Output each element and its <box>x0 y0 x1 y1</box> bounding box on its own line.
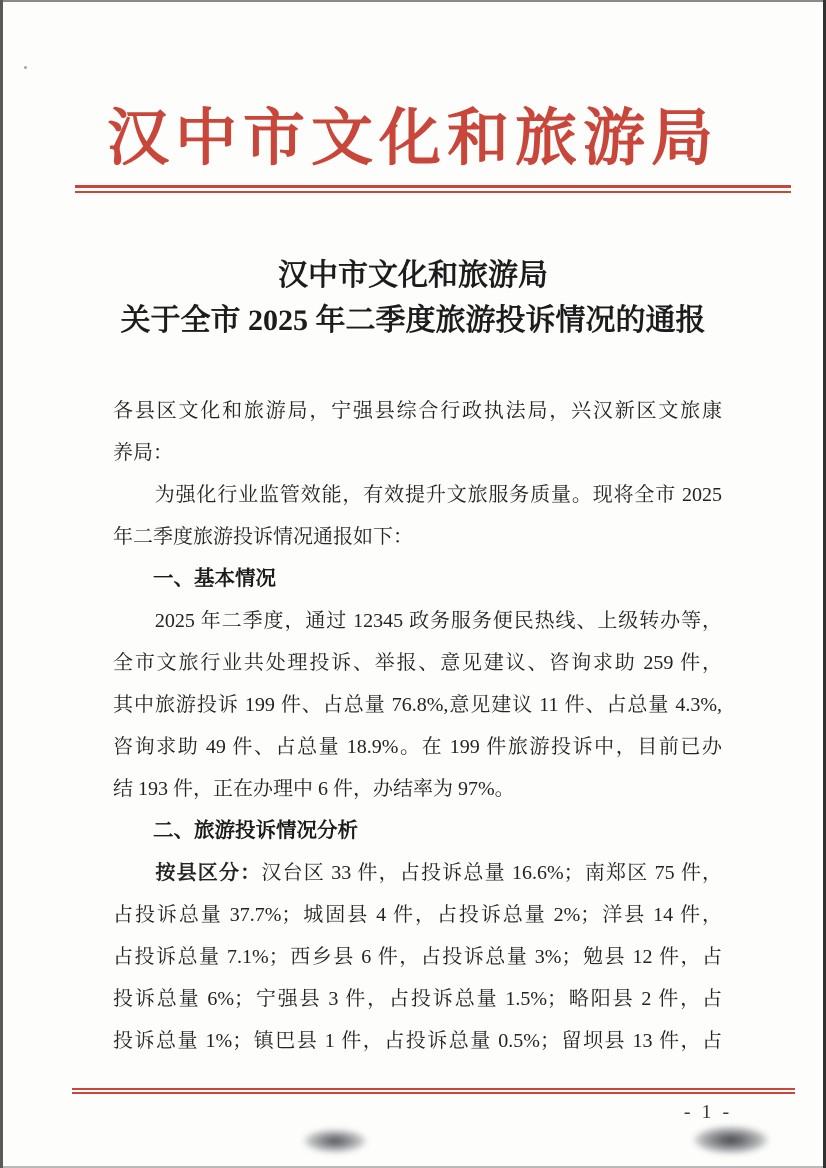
scan-speck <box>24 66 27 69</box>
text-line: 投诉总量 6%；宁强县 3 件，占投诉总量 1.5%；略阳县 2 件，占 <box>113 988 722 1010</box>
document-title <box>0 253 826 343</box>
scan-edge-left <box>0 0 3 1168</box>
text-line: 投诉总量 1%；镇巴县 1 件，占投诉总量 0.5%；留坝县 13 件，占 <box>113 1030 722 1052</box>
text-line: 其中旅游投诉 199 件、占总量 76.8%,意见建议 11 件、占总量 4.3%, <box>113 694 722 716</box>
scan-edge-top <box>0 0 826 2</box>
text-line: 年二季度旅游投诉情况通报如下： <box>113 526 413 548</box>
paragraph-lead: 按县区分： <box>155 862 262 884</box>
footer-divider <box>72 1088 795 1094</box>
page-number: - 1 - <box>683 1101 733 1123</box>
text-line: 为强化行业监管效能，有效提升文旅服务质量。现将全市 2025 <box>113 484 722 506</box>
intro-paragraph <box>113 474 722 558</box>
text-line: 各县区文化和旅游局，宁强县综合行政执法局，兴汉新区文旅康 <box>113 400 722 422</box>
text-line: 咨询求助 49 件、占总量 18.9%。在 199 件旅游投诉中，目前已办 <box>113 736 722 758</box>
text-line: 按县区分：汉台区 33 件，占投诉总量 16.6%；南郑区 75 件， <box>155 862 723 884</box>
text-line: 占投诉总量 7.1%；西乡县 6 件，占投诉总量 3%；勉县 12 件，占 <box>113 946 722 968</box>
text-line: 养局： <box>113 442 173 464</box>
section2-heading: 二、旅游投诉情况分析 <box>153 819 358 842</box>
section1-heading: 一、基本情况 <box>153 567 276 590</box>
text-line: 占投诉总量 37.7%；城固县 4 件，占投诉总量 2%；洋县 14 件， <box>113 904 722 926</box>
section2-paragraph <box>113 852 722 1062</box>
scan-smudge <box>693 1126 769 1154</box>
document-title-line2: 关于全市 2025 年二季度旅游投诉情况的通报 <box>120 304 706 337</box>
text-line: 全市文旅行业共处理投诉、举报、意见建议、咨询求助 259 件， <box>113 652 722 674</box>
letterhead-title: 汉中市文化和旅游局 <box>106 105 719 173</box>
text-line: 2025 年二季度，通过 12345 政务服务便民热线、上级转办等， <box>113 610 722 632</box>
document-title-line1: 汉中市文化和旅游局 <box>278 259 548 292</box>
scan-smudge <box>303 1129 367 1153</box>
document-body <box>113 390 722 1062</box>
recipients-paragraph <box>113 390 722 474</box>
section1-paragraph <box>113 600 722 810</box>
text-line: 结 193 件，正在办理中 6 件，办结率为 97%。 <box>113 778 515 800</box>
letterhead-divider <box>75 185 791 193</box>
